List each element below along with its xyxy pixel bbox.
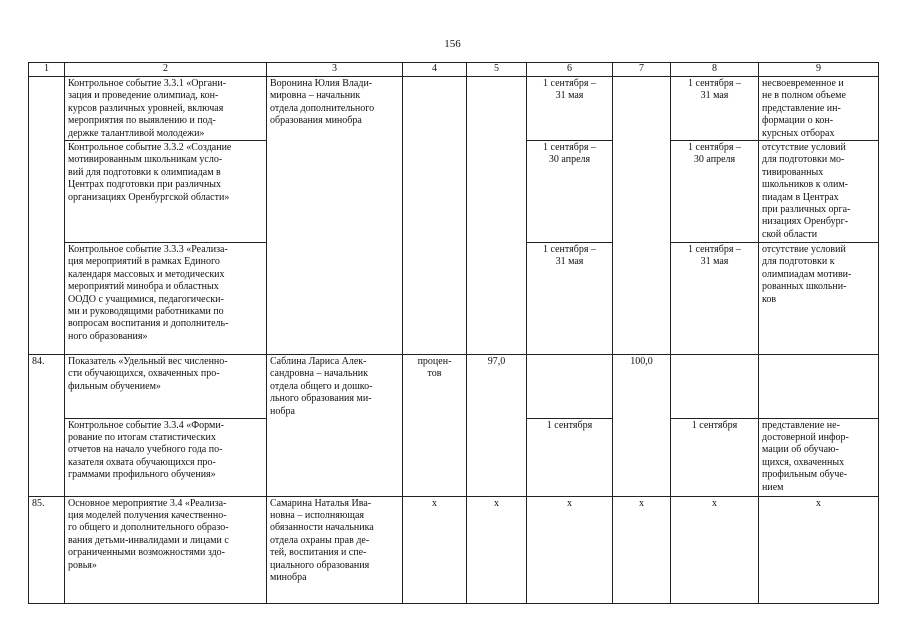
risk-description: x (759, 496, 879, 603)
header-col-2: 2 (65, 63, 267, 77)
header-row (29, 63, 879, 77)
event-name: Контрольное событие 3.3.4 «Форми- рование по итогам статистических отчетов на начало учебного года по- казателя охвата обучающихся про- граммами профильного обучения» (65, 418, 267, 496)
indicator-name: Показатель «Удельный вес численно- сти обучающихся, охваченных про- фильным обучением» (65, 355, 267, 419)
row-number: 84. (29, 355, 65, 419)
start-date: x (527, 496, 613, 603)
row-number (29, 418, 65, 496)
table-row (29, 355, 879, 419)
start-date: 1 сентября (527, 418, 613, 496)
responsible-person: Саблина Лариса Алек- сандровна – начальник отдела общего и дошко- льного образования ми- нобра (267, 355, 403, 419)
event-name: Контрольное событие 3.3.3 «Реализа- ция мероприятий в рамках Единого календаря массовых и методических мероприятий минобра и областных ООДО с учащимися, педагогически- ми и руководящими работниками по вопросам воспитания и дополнитель- ного образования» (65, 243, 267, 355)
responsible-person: Самарина Наталья Ива- новна – исполняющая обязанности начальника отдела охраны прав де- тей, воспитания и спе- циального образования минобра (267, 496, 403, 603)
start-date: 1 сентября – 31 мая (527, 77, 613, 141)
end-date: x (671, 496, 759, 603)
header-col-8: 8 (671, 63, 759, 77)
event-name: Контрольное событие 3.3.1 «Органи- зация и проведение олимпиад, кон- курсов различных уровней, включая мероприятия по выявлению и под- держке талантливой молодежи» (65, 77, 267, 141)
row-number (29, 77, 65, 141)
target-value (613, 418, 671, 496)
header-col-4: 4 (403, 63, 467, 77)
header-col-9: 9 (759, 63, 879, 77)
responsible-person (267, 243, 403, 355)
unit-cell (403, 418, 467, 496)
plan-table (28, 62, 879, 604)
table-row (29, 243, 879, 355)
unit-cell (403, 243, 467, 355)
start-date (527, 355, 613, 419)
start-date: 1 сентября – 30 апреля (527, 141, 613, 243)
target-value (613, 77, 671, 141)
end-date: 1 сентября – 31 мая (671, 243, 759, 355)
value-cell (467, 141, 527, 243)
header-col-5: 5 (467, 63, 527, 77)
table-row (29, 496, 879, 603)
table-row (29, 77, 879, 141)
end-date: 1 сентября (671, 418, 759, 496)
responsible-person: Воронина Юлия Влади- мировна – начальник отдела дополнительного образования минобра (267, 77, 403, 141)
page-number: 156 (444, 38, 461, 50)
risk-description: отсутствие условий для подготовки мо- тивированных школьников к олим- пиадам в Центрах при различных орга- низациях Оренбург- ской области (759, 141, 879, 243)
header-col-6: 6 (527, 63, 613, 77)
risk-description: несвоевременное и не в полном объеме представление ин- формации о кон- курсных отборах (759, 77, 879, 141)
responsible-person (267, 418, 403, 496)
header-col-1: 1 (29, 63, 65, 77)
table-row (29, 418, 879, 496)
target-value (613, 243, 671, 355)
value-cell (467, 243, 527, 355)
end-date: 1 сентября – 30 апреля (671, 141, 759, 243)
start-date: 1 сентября – 31 мая (527, 243, 613, 355)
risk-description (759, 355, 879, 419)
end-date (671, 355, 759, 419)
end-date: 1 сентября – 31 мая (671, 77, 759, 141)
unit-cell: процен- тов (403, 355, 467, 419)
row-number (29, 141, 65, 243)
event-name: Контрольное событие 3.3.2 «Создание мотивированным школьникам усло- вий для подготовки к олимпиадам в Центрах подготовки при различных организациях Оренбургской области» (65, 141, 267, 243)
unit-cell (403, 77, 467, 141)
target-value: 100,0 (613, 355, 671, 419)
table-row (29, 141, 879, 243)
header-col-3: 3 (267, 63, 403, 77)
activity-name: Основное мероприятие 3.4 «Реализа- ция моделей получения качественно- го общего и дополнительного образо- вания детьми-инвалидами и лицами с ограниченными возможностями здо- ровья» (65, 496, 267, 603)
target-value (613, 141, 671, 243)
unit-cell: x (403, 496, 467, 603)
header-col-7: 7 (613, 63, 671, 77)
risk-description: отсутствие условий для подготовки к олимпиадам мотиви- рованных школьни- ков (759, 243, 879, 355)
unit-cell (403, 141, 467, 243)
target-value: x (613, 496, 671, 603)
row-number: 85. (29, 496, 65, 603)
value-cell: 97,0 (467, 355, 527, 419)
responsible-person (267, 141, 403, 243)
value-cell (467, 418, 527, 496)
row-number (29, 243, 65, 355)
value-cell (467, 77, 527, 141)
risk-description: представление не- достоверной инфор- мации об обучаю- щихся, охваченных профильным обуче- нием (759, 418, 879, 496)
value-cell: x (467, 496, 527, 603)
